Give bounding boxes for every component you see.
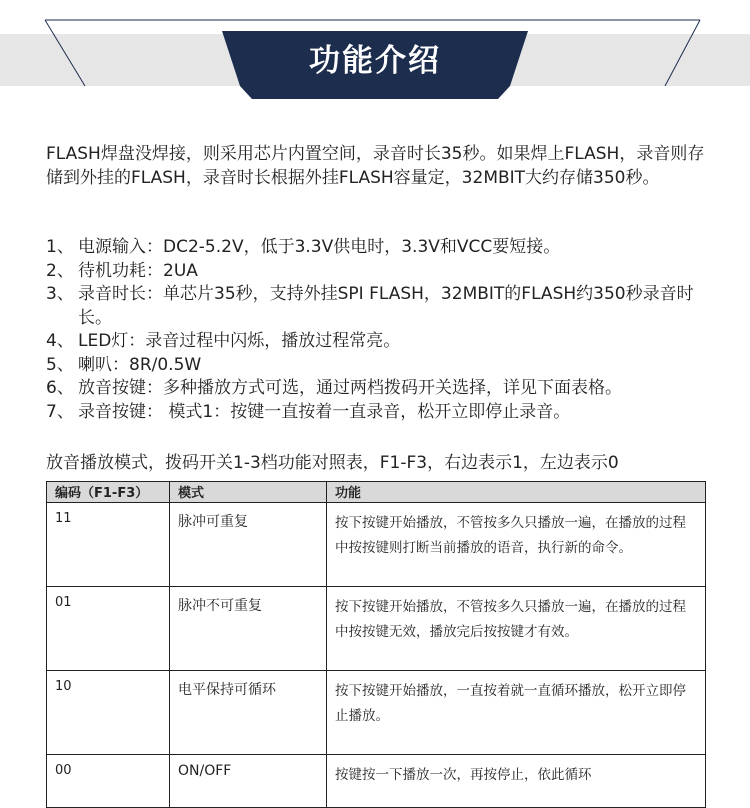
intro-paragraph: FLASH焊盘没焊接，则采用芯片内置空间，录音时长35秒。如果焊上FLASH，录音则存储到外挂的FLASH，录音时长根据外挂FLASH容量定，32MBIT大约存储350秒。 [46, 144, 705, 188]
list-item-text: 录音时长：单芯片35秒，支持外挂SPI FLASH，32MBIT的FLASH约350秒录音时长。 [78, 284, 694, 328]
column-header-code: 编码（F1-F3） [47, 482, 170, 503]
mode-cell: 脉冲不可重复 [170, 587, 327, 671]
list-item-text: 放音按键：多种播放方式可选，通过两档拨码开关选择，详见下面表格。 [78, 378, 622, 398]
list-item-number: 3、 [46, 284, 74, 304]
list-item-number: 4、 [46, 331, 74, 351]
table-caption: 放音播放模式，拨码开关1-3档功能对照表，F1-F3，右边表示1，左边表示0 [46, 453, 619, 473]
list-item-number: 7、 [46, 401, 74, 422]
list-item-text: 喇叭：8R/0.5W [78, 354, 202, 375]
list-item-text: 电源输入：DC2-5.2V，低于3.3V供电时，3.3V和VCC要短接。 [78, 237, 561, 257]
list-item [46, 236, 716, 260]
page-title: 功能介绍 [309, 43, 441, 79]
code-cell: 10 [47, 671, 170, 755]
list-item-text: 录音按键： 模式1：按键一直按着一直录音，松开立即停止录音。 [78, 401, 571, 422]
table-row [47, 503, 706, 587]
code-cell: 01 [47, 587, 170, 671]
function-cell: 按下按键开始播放，不管按多久只播放一遍，在播放的过程中按按键则打断当前播放的语音，执行新的命令。 [327, 503, 706, 587]
code-cell: 11 [47, 503, 170, 587]
code-cell: 00 [47, 755, 170, 808]
table-row [47, 587, 706, 671]
list-item [46, 377, 716, 401]
list-item-number: 5、 [46, 354, 74, 375]
mode-cell: 脉冲可重复 [170, 503, 327, 587]
list-item [46, 283, 716, 330]
function-cell: 按键按一下播放一次，再按停止，依此循环 [327, 755, 706, 808]
list-item-text: LED灯：录音过程中闪烁，播放过程常亮。 [78, 331, 401, 351]
feature-list [46, 236, 716, 424]
list-item [46, 354, 716, 378]
mode-table [46, 481, 706, 808]
table-row [47, 671, 706, 755]
list-item-number: 6、 [46, 378, 74, 398]
list-item-number: 1、 [46, 237, 74, 257]
function-cell: 按下按键开始播放，不管按多久只播放一遍，在播放的过程中按按键无效，播放完后按按键才有效。 [327, 587, 706, 671]
list-item [46, 330, 716, 354]
list-item [46, 260, 716, 284]
column-header-mode: 模式 [170, 482, 327, 503]
list-item-text: 待机功耗：2UA [78, 260, 198, 281]
column-header-function: 功能 [327, 482, 706, 503]
table-header-row [47, 482, 706, 503]
list-item [46, 401, 716, 425]
mode-cell: ON/OFF [170, 755, 327, 808]
list-item-number: 2、 [46, 260, 74, 281]
function-cell: 按下按键开始播放，一直按着就一直循环播放，松开立即停止播放。 [327, 671, 706, 755]
table-row [47, 755, 706, 808]
mode-cell: 电平保持可循环 [170, 671, 327, 755]
